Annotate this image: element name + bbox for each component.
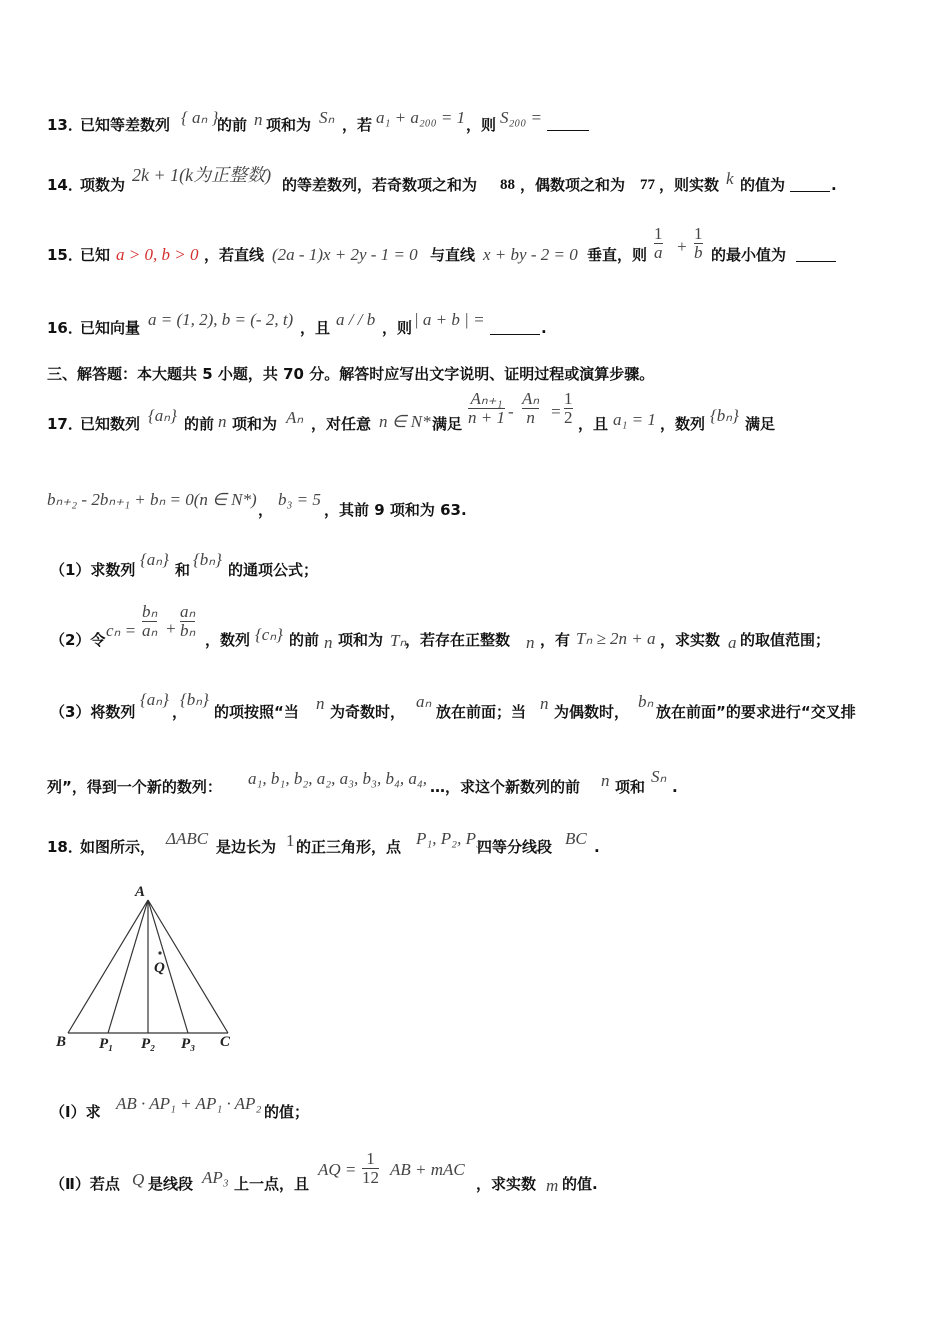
q18-p2-AP3: AP₃: [202, 1168, 229, 1187]
q15-text-4: 垂直，则: [587, 246, 648, 264]
q17-p3-text-7: …，求这个新数列的前: [430, 778, 581, 796]
q15-condition: a > 0, b > 0: [116, 245, 199, 264]
question-17-line-2: [0, 488, 950, 532]
q17-recurrence: bₙ₊₂ - 2bₙ₊₁ + bₙ = 0(n ∈ N*): [47, 490, 257, 509]
q16-vectors: a = (1, 2), b = (- 2, t): [148, 310, 294, 329]
q17-p2-fraction-b: $\frac{\text{aₙ}}{\text{bₙ}}$: [180, 602, 196, 640]
q18-part-2: [0, 1150, 950, 1200]
q17-p2-fraction-a: $\frac{\text{bₙ}}{\text{aₙ}}$: [142, 602, 158, 640]
q17-number: 17．: [47, 415, 83, 433]
q17-text-4: ，对任意: [311, 415, 372, 433]
q17-p2-n-2: n: [526, 633, 535, 652]
q18-p2-lhs: AQ =: [318, 1160, 357, 1179]
label-C: C: [220, 1034, 231, 1050]
q14-text-1: 项数为: [80, 176, 126, 194]
q18-p1-expression: AB · AP₁ + AP₁ · AP₂: [116, 1094, 262, 1113]
q17-p1-label: （1）求数列: [50, 561, 136, 579]
q17-text-3: 项和为: [232, 415, 278, 433]
q18-text-4: 四等分线段: [477, 838, 553, 856]
q17-p2-text-6: ，求实数: [660, 631, 721, 649]
q17-part-3-line-2: [0, 765, 950, 809]
segment-AP1: [108, 900, 148, 1033]
q17-p2-label: （2）令: [50, 631, 106, 649]
q17-p3-n-3: n: [601, 771, 610, 790]
q17-p2-inequality: Tₙ ≥ 2n + a: [576, 629, 656, 648]
q17-text-7: ，数列: [660, 415, 706, 433]
q18-p2-rhs: AB + mAC: [390, 1160, 465, 1179]
q15-line-2: x + by - 2 = 0: [483, 245, 578, 264]
q14-period: .: [831, 176, 837, 194]
q17-seq-b: {bₙ}: [710, 406, 739, 425]
q14-expression: 2k + 1(k为正整数): [132, 165, 272, 185]
label-P2: P₂: [141, 1036, 156, 1052]
q16-parallel: a / / b: [336, 310, 376, 329]
q17-p2-a: a: [728, 633, 737, 652]
q17-seq-a: {aₙ}: [148, 406, 177, 425]
q16-text-3: ，则: [382, 319, 413, 337]
q14-even-sum: 77: [640, 177, 655, 193]
q16-period: .: [541, 319, 547, 337]
q17-fraction-2: $\frac{\text{Aₙ}}{n}$: [522, 389, 540, 427]
q15-fraction-2: $\frac{1}{b}$: [694, 224, 703, 262]
q17-text-2: 的前: [184, 415, 215, 433]
q14-text-5: 的值为: [740, 176, 786, 194]
q17-a1: a₁ = 1: [613, 410, 656, 429]
label-A: A: [135, 884, 146, 900]
q13-sequence: { aₙ }: [181, 108, 219, 127]
q14-answer-blank: [790, 177, 830, 192]
q13-text-3: 项和为: [266, 116, 312, 134]
q17-p3-sep: ，: [172, 703, 188, 721]
q17-fraction-1: $\frac{\text{Aₙ₊₁}}{n + 1}$: [468, 389, 505, 427]
q18-text-3: 的正三角形，点: [296, 838, 402, 856]
q17-text-9: ，其前 9 项和为 63.: [324, 501, 467, 519]
q18-p2-m: m: [546, 1176, 559, 1195]
q17-p3-text-4: 为偶数时，: [554, 703, 630, 721]
q17-A-n: Aₙ: [286, 408, 304, 427]
q15-answer-blank: [796, 247, 836, 262]
q18-p1-tail: 的值；: [264, 1103, 310, 1121]
q18-p2-Q: Q: [132, 1170, 145, 1189]
q17-p3-period: .: [672, 778, 678, 796]
q17-p2-text-4: ，若存在正整数: [405, 631, 511, 649]
q17-p2-text-7: 的取值范围；: [740, 631, 831, 649]
q17-p3-a-n: aₙ: [416, 692, 432, 711]
q18-text-2: 是边长为: [216, 838, 277, 856]
q17-text-6: ，且: [578, 415, 609, 433]
q14-text-4: ，则实数: [659, 176, 720, 194]
q17-text-1: 已知数列: [80, 415, 141, 433]
triangle-figure: [40, 878, 260, 1063]
q16-answer-blank: [490, 320, 540, 335]
q18-p2-fraction: $\frac{1}{12}$: [362, 1149, 379, 1187]
q17-fraction-3: $\frac{1}{2}$: [564, 389, 573, 427]
label-P1: P₁: [99, 1036, 114, 1052]
q13-answer-blank: [547, 116, 589, 131]
q14-text-3: ，偶数项之和为: [520, 176, 626, 194]
q17-p1-seq-b: {bₙ}: [193, 550, 222, 569]
q17-p2-T: Tₙ: [390, 631, 407, 650]
q14-text-2: 的等差数列，若奇数项之和为: [282, 176, 478, 194]
q18-p2-text-3: ，求实数: [476, 1175, 537, 1193]
q15-number: 15．: [47, 246, 83, 264]
q17-p3-text-5: 放在前面”的要求进行“交叉排: [656, 703, 856, 721]
q17-p3-text-2: 为奇数时，: [330, 703, 406, 721]
q18-number: 18．: [47, 838, 83, 856]
q18-text-1: 如图所示，: [80, 838, 156, 856]
q17-p3-n-2: n: [540, 694, 549, 713]
q17-comma: ，: [258, 501, 274, 519]
q17-p1-tail: 的通项公式；: [228, 561, 319, 579]
q17-p3-text-1: 的项按照“当: [214, 703, 299, 721]
segment-AB: [68, 900, 148, 1033]
q13-condition: a₁ + a₂₀₀ = 1: [376, 108, 466, 127]
q17-p2-text-3: 项和为: [338, 631, 384, 649]
q17-p2-text-1: ，数列: [205, 631, 251, 649]
q14-odd-sum: 88: [500, 177, 515, 193]
question-16: [0, 310, 950, 354]
q15-text-5: 的最小值为: [711, 246, 787, 264]
q16-ask: | a + b | =: [414, 310, 485, 329]
q17-text-5: 满足: [432, 415, 463, 433]
q17-p3-label: （3）将数列: [50, 703, 136, 721]
q15-plus: +: [676, 237, 688, 256]
q18-p2-label: （Ⅱ）若点: [50, 1175, 120, 1193]
q16-text-1: 已知向量: [80, 319, 141, 337]
q17-p3-text-3: 放在前面；当: [436, 703, 527, 721]
section-3-heading: 三、解答题：本大题共 5 小题，共 70 分。解答时应写出文字说明、证明过程或演算步骤。: [47, 365, 655, 383]
q13-number: 13．: [47, 116, 83, 134]
q17-minus: -: [508, 402, 514, 421]
q17-p2-n: n: [324, 633, 333, 652]
q17-p3-text-6: 列”，得到一个新的数列：: [47, 778, 222, 796]
q17-p3-S: Sₙ: [651, 767, 667, 786]
q13-text-4: ，若: [342, 116, 373, 134]
q18-points: P₁, P₂, P₃: [416, 829, 482, 848]
q18-side-one: 1: [286, 831, 295, 850]
q17-p3-new-sequence: a₁, b₁, b₂, a₂, a₃, b₃, b₄, a₄,: [248, 769, 428, 788]
q18-p2-tail: 的值.: [562, 1175, 598, 1193]
q18-p2-text-2: 上一点，且: [234, 1175, 310, 1193]
q17-p1-and: 和: [175, 561, 191, 579]
q18-p1-label: （Ⅰ）求: [50, 1103, 101, 1121]
q17-p3-seq-b: {bₙ}: [180, 690, 209, 709]
q13-sum: Sₙ: [319, 108, 335, 127]
q17-n: n: [218, 412, 227, 431]
q14-number: 14．: [47, 176, 83, 194]
question-14: [0, 165, 950, 209]
label-P3: P₃: [181, 1036, 196, 1052]
q17-n-set: n ∈ N*: [379, 412, 431, 431]
q15-text-3: 与直线: [430, 246, 476, 264]
q17-p2-text-5: ，有: [540, 631, 571, 649]
q18-part-1: [0, 1090, 950, 1134]
point-Q-dot: [158, 951, 161, 954]
q13-n: n: [254, 110, 263, 129]
question-13: [0, 108, 950, 152]
q13-ask: S₂₀₀ =: [500, 108, 542, 127]
label-B: B: [56, 1034, 67, 1050]
q17-p2-plus: +: [165, 619, 177, 638]
q18-BC: BC: [565, 829, 587, 848]
q17-p2-c: cₙ =: [106, 621, 137, 640]
q17-text-8: 满足: [745, 415, 776, 433]
question-17: [0, 390, 950, 445]
question-18: [0, 825, 950, 869]
q17-part-1: [0, 548, 950, 592]
q17-equals: =: [550, 402, 562, 421]
q15-fraction-1: $\frac{1}{a}$: [654, 224, 663, 262]
q17-p1-seq-a: {aₙ}: [140, 550, 169, 569]
q14-k: k: [726, 169, 734, 188]
q17-p3-b-n: bₙ: [638, 692, 654, 711]
q16-number: 16．: [47, 319, 83, 337]
q17-b3: b₃ = 5: [278, 490, 321, 509]
q17-p3-n-1: n: [316, 694, 325, 713]
q18-p2-text-1: 是线段: [148, 1175, 194, 1193]
q15-line-1: (2a - 1)x + 2y - 1 = 0: [272, 245, 418, 264]
q17-p2-seq-c: {cₙ}: [255, 625, 283, 644]
q18-triangle: ΔABC: [166, 829, 209, 848]
q16-text-2: ，且: [300, 319, 331, 337]
q17-part-2: [0, 603, 950, 658]
q13-text-1: 已知等差数列: [80, 116, 171, 134]
q17-part-3: [0, 690, 950, 734]
q17-p3-text-8: 项和: [615, 778, 646, 796]
q17-p3-seq-a: {aₙ}: [140, 690, 169, 709]
q15-text-2: ，若直线: [204, 246, 265, 264]
q13-text-2: 的前: [217, 116, 248, 134]
q15-text-1: 已知: [80, 246, 111, 264]
q18-period: .: [594, 838, 600, 856]
q17-p2-text-2: 的前: [289, 631, 320, 649]
question-15: [0, 225, 950, 275]
q13-text-5: ，则: [466, 116, 497, 134]
label-Q: Q: [154, 960, 165, 976]
